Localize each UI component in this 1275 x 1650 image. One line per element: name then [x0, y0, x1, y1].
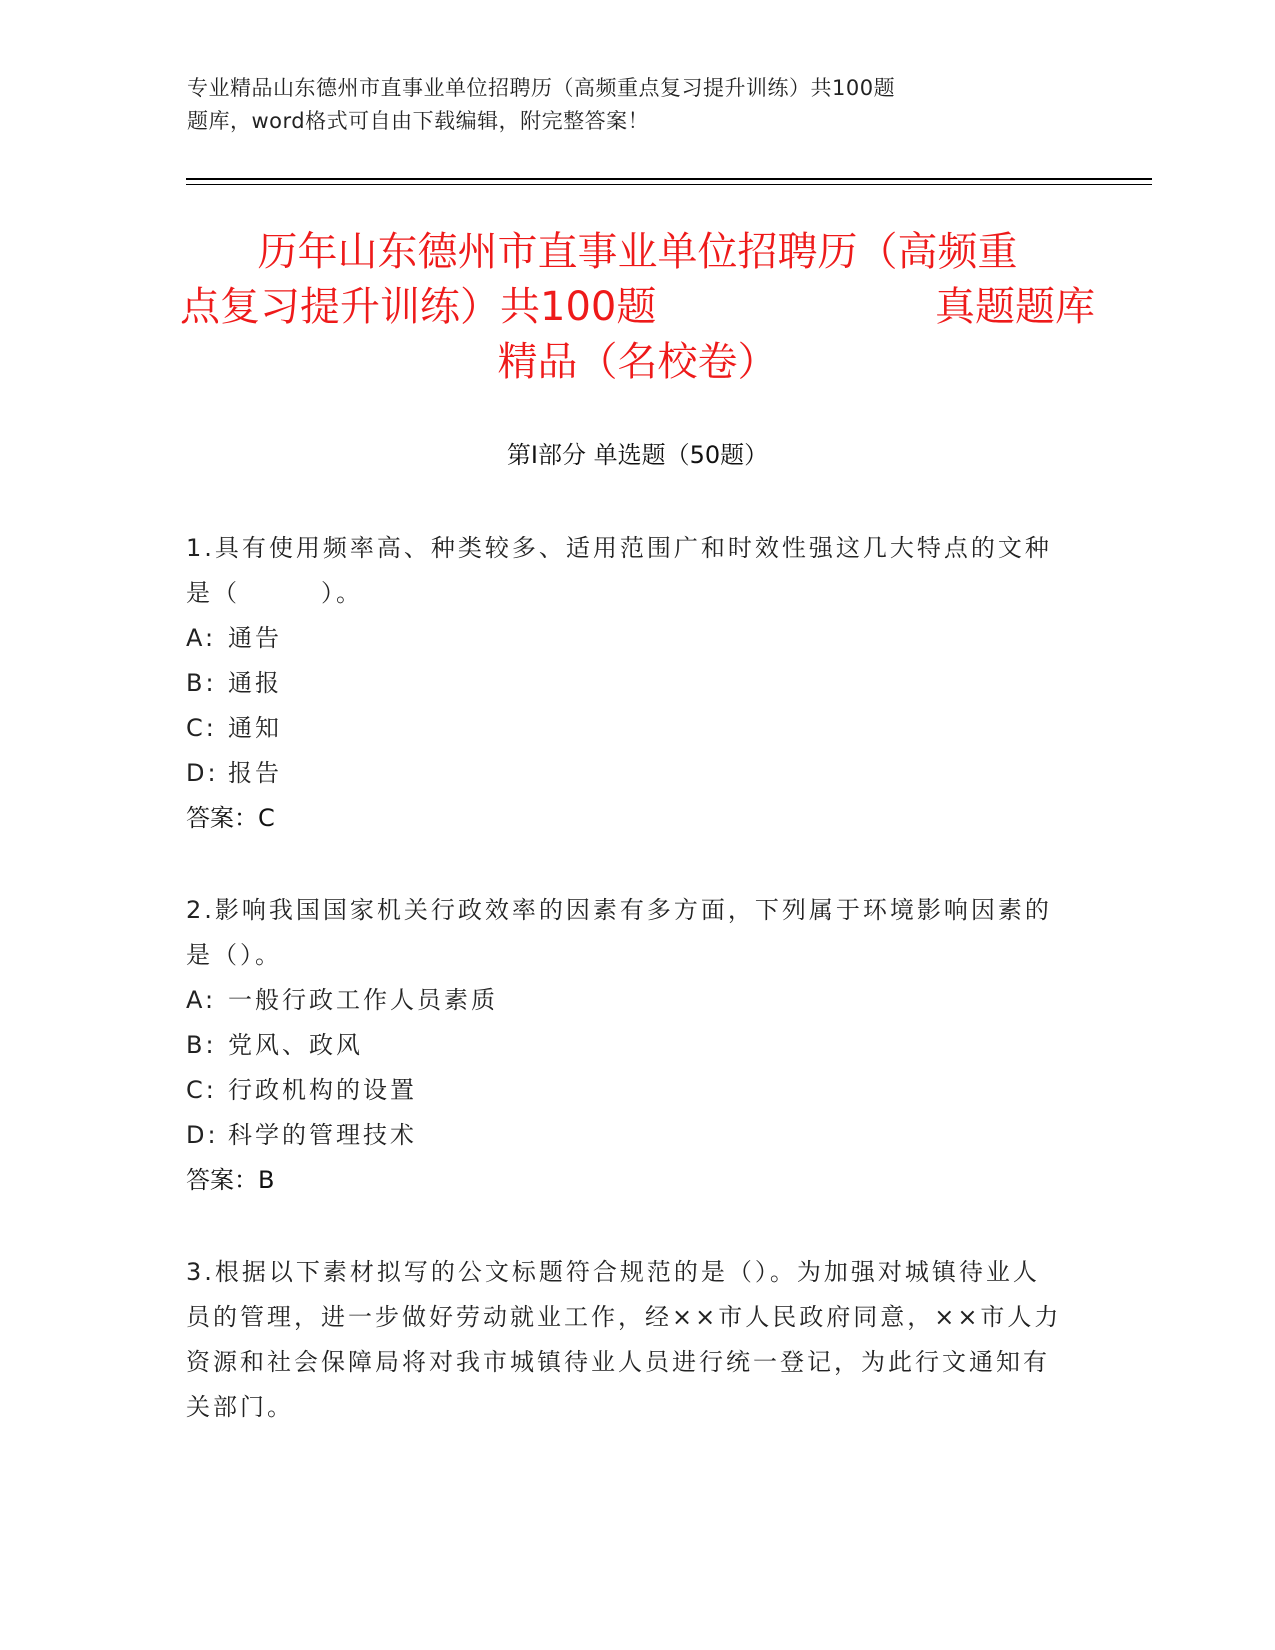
- header-divider-thin: [186, 184, 1152, 185]
- option-text: 行政机构的设置: [228, 1076, 417, 1104]
- option-key: B:: [186, 1031, 217, 1059]
- title-line2: [180, 280, 1095, 335]
- question-text: 2.影响我国国家机关行政效率的因素有多方面，下列属于环境影响因素的是（）。: [186, 896, 1052, 969]
- document-title: [180, 225, 1095, 390]
- option-b: [186, 661, 1066, 706]
- header-divider-thick: [186, 178, 1152, 180]
- option-a: [186, 978, 1066, 1023]
- option-d: [186, 751, 1066, 796]
- question-2: [186, 888, 1066, 1203]
- option-key: A:: [186, 624, 217, 652]
- header-note: [187, 72, 1067, 138]
- option-c: [186, 706, 1066, 751]
- option-text: 通报: [228, 669, 282, 697]
- header-note-line1: 专业精品山东德州市直事业单位招聘历（高频重点复习提升训练）共100题: [187, 76, 896, 100]
- option-key: B:: [186, 669, 217, 697]
- option-text: 一般行政工作人员素质: [228, 986, 498, 1014]
- answer-label: 答案：B: [186, 1166, 275, 1194]
- option-text: 通知: [228, 714, 282, 742]
- option-a: [186, 616, 1066, 661]
- question-1: [186, 526, 1066, 841]
- header-note-line2: 题库，word格式可自由下载编辑，附完整答案！: [187, 109, 650, 133]
- title-line2-right: 真题题库: [935, 284, 1095, 330]
- option-key: D:: [186, 759, 219, 787]
- question-text: 1.具有使用频率高、种类较多、适用范围广和时效性强这几大特点的文种是（ ）。: [186, 534, 1052, 607]
- title-line2-left: 点复习提升训练）共100题: [180, 284, 657, 330]
- option-d: [186, 1113, 1066, 1158]
- option-text: 科学的管理技术: [228, 1121, 417, 1149]
- question-3: [186, 1250, 1066, 1430]
- option-key: C:: [186, 1076, 217, 1104]
- option-text: 通告: [228, 624, 282, 652]
- title-line1: 历年山东德州市直事业单位招聘历（高频重: [257, 229, 1018, 275]
- question-text: 3.根据以下素材拟写的公文标题符合规范的是（）。为加强对城镇待业人员的管理，进一步做好劳动就业工作，经××市人民政府同意，××市人力资源和社会保障局将对我市城镇待业人员进行统一登记，为此行文通知有关部门。: [186, 1258, 1062, 1421]
- option-text: 报告: [228, 759, 282, 787]
- option-text: 党风、政风: [228, 1031, 363, 1059]
- option-c: [186, 1068, 1066, 1113]
- option-b: [186, 1023, 1066, 1068]
- option-key: D:: [186, 1121, 219, 1149]
- title-line3: 精品（名校卷）: [497, 339, 778, 385]
- answer-label: 答案：C: [186, 804, 275, 832]
- option-key: A:: [186, 986, 217, 1014]
- section-heading: 第I部分 单选题（50题）: [506, 441, 769, 469]
- option-key: C:: [186, 714, 217, 742]
